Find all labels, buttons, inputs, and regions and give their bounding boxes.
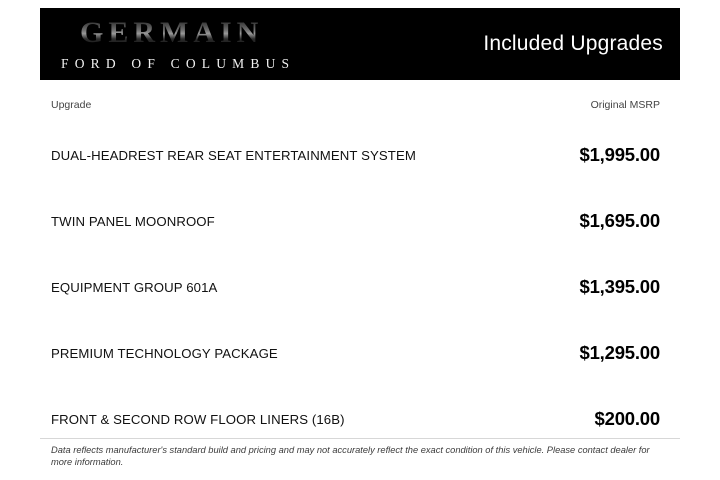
- table-column-headers: [40, 98, 680, 112]
- table-row: [40, 188, 680, 254]
- upgrade-price: $1,295.00: [579, 342, 660, 363]
- dealer-brand-name: GERMAIN: [80, 18, 295, 48]
- upgrade-name: FRONT & SECOND ROW FLOOR LINERS (16B): [51, 411, 345, 427]
- upgrade-name: TWIN PANEL MOONROOF: [51, 213, 215, 229]
- upgrade-price: $1,695.00: [579, 210, 660, 231]
- disclaimer-text: Data reflects manufacturer's standard build and pricing and may not accurately reflect the exact condition of this vehicle. Please contact dealer for more information.: [51, 445, 650, 467]
- upgrade-price: $1,995.00: [579, 144, 660, 165]
- upgrade-price: $1,395.00: [579, 276, 660, 297]
- upgrade-name: DUAL-HEADREST REAR SEAT ENTERTAINMENT SYSTEM: [51, 147, 416, 163]
- dealer-logo: [40, 15, 296, 71]
- upgrade-price: $200.00: [594, 408, 660, 429]
- upgrade-name: EQUIPMENT GROUP 601A: [51, 279, 218, 295]
- dealer-brand-subtitle: FORD OF COLUMBUS: [61, 55, 296, 71]
- page-header: [40, 8, 680, 80]
- table-row: [40, 254, 680, 320]
- upgrade-name: PREMIUM TECHNOLOGY PACKAGE: [51, 345, 278, 361]
- table-row: [40, 122, 680, 188]
- column-header-upgrade: Upgrade: [51, 99, 92, 111]
- footer-divider: [40, 438, 680, 439]
- upgrades-table: [40, 122, 680, 452]
- table-row: [40, 320, 680, 386]
- page-title: Included Upgrades: [483, 32, 663, 55]
- column-header-msrp: Original MSRP: [590, 99, 660, 111]
- table-row: [40, 386, 680, 452]
